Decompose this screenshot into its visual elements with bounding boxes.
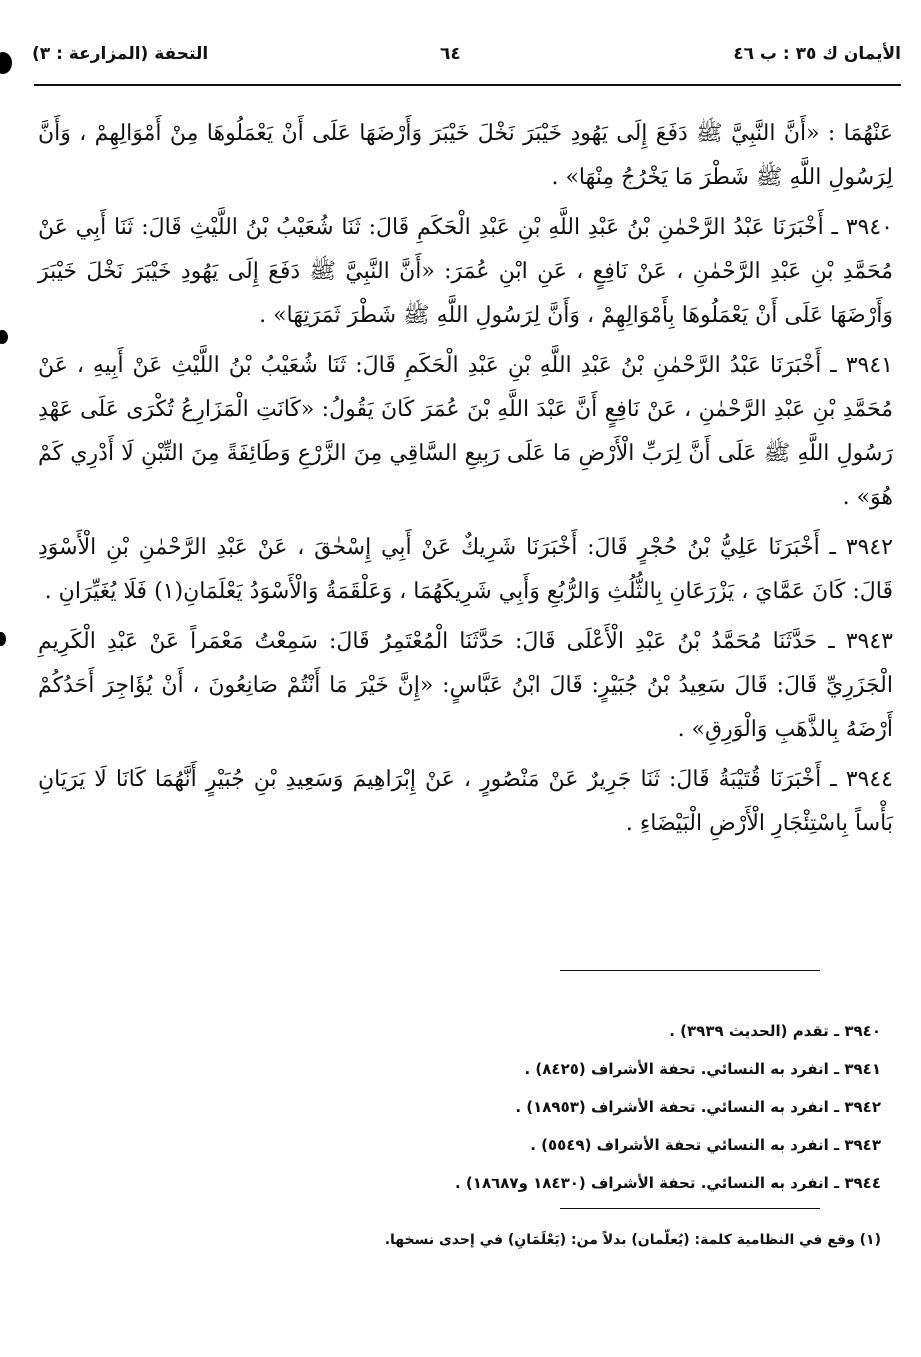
paragraph-continuation: عَنْهُمَا : «أَنَّ النَّبِيَّ ﷺ دَفَعَ إِلَى يَهُودِ خَيْبَرَ نَخْلَ خَيْبَرَ وَأَرْضَهَا عَلَى أَنْ يَعْمَلُوهَا مِنْ أَمْوَالِهِمْ ، وَأَنَّ لِرَسُولِ اللَّهِ ﷺ شَطْرَ مَا يَخْرُجُ مِنْهَا» . — [38, 121, 893, 190]
scan-mark — [0, 632, 6, 646]
running-header-right: الأيمان ك ٣٥ : ب ٤٦ — [733, 44, 901, 64]
references-list — [40, 1012, 881, 1202]
hadith-3942: ٣٩٤٢ ـ أَخْبَرَنَا عَلِيُّ بْنُ حُجْرٍ قَالَ: أَخْبَرَنَا شَرِيكٌ عَنْ أَبِي إِسْحٰقَ ، عَنْ عَبْدِ الرَّحْمٰنِ بْنِ الْأَسْوَدِ قَالَ: كَانَ عَمَّايَ ، يَزْرَعَانِ بِالثُّلُثِ وَالرُّبُعِ وَأَبِي شَرِيكَهُمَا ، وَعَلْقَمَةُ وَالْأَسْوَدُ يَعْلَمَانِ(١) فَلَا يُغَيِّرَانِ . — [38, 535, 893, 604]
page-number: ٦٤ — [440, 44, 461, 64]
reference-3942: ٣٩٤٢ ـ انفرد به النسائي. تحفة الأشراف (١٨٩٥٣) . — [515, 1098, 881, 1116]
main-text — [38, 112, 893, 852]
hadith-3940: ٣٩٤٠ ـ أَخْبَرَنَا عَبْدُ الرَّحْمٰنِ بْنُ عَبْدِ اللَّهِ بْنِ عَبْدِ الْحَكَمِ قَالَ: ثَنَا شُعَيْبُ بْنُ اللَّيْثِ قَالَ: ثَنَا أَبِي عَنْ مُحَمَّدِ بْنِ عَبْدِ الرَّحْمٰنِ ، عَنْ نَافِعٍ ، عَنِ ابْنِ عُمَرَ: «أَنَّ النَّبِيَّ ﷺ دَفَعَ إِلَى يَهُودِ خَيْبَرَ نَخْلَ خَيْبَرَ وَأَرْضَهَا عَلَى أَنْ يَعْمَلُوهَا بِأَمْوَالِهِمْ ، وَأَنَّ لِرَسُولِ اللَّهِ ﷺ شَطْرَ ثَمَرَتِهَا» . — [38, 215, 893, 328]
reference-3943: ٣٩٤٣ ـ انفرد به النسائي تحفة الأشراف (٥٥٤٩) . — [530, 1136, 881, 1154]
running-header-left: التحفة (المزارعة : ٣) — [32, 44, 209, 64]
scan-mark — [0, 330, 8, 344]
references-separator — [560, 970, 820, 971]
footnote-separator — [560, 1208, 820, 1209]
reference-3941: ٣٩٤١ ـ انفرد به النسائي. تحفة الأشراف (٨٤٢٥) . — [524, 1060, 881, 1078]
header-rule — [34, 84, 901, 86]
scan-mark — [0, 52, 12, 74]
footnote: (١) وقع في النظامية كلمة: (يُعلّمان) بدلاً من: (يَعْلَمَانِ) في إحدى نسخها. — [384, 1232, 881, 1248]
reference-3940: ٣٩٤٠ ـ تقدم (الحديث ٣٩٣٩) . — [669, 1022, 881, 1040]
hadith-3941: ٣٩٤١ ـ أَخْبَرَنَا عَبْدُ الرَّحْمٰنِ بْنُ عَبْدِ اللَّهِ بْنِ عَبْدِ الْحَكَمِ قَالَ: ثَنَا شُعَيْبُ بْنُ اللَّيْثِ عَنْ أَبِيهِ ، عَنْ مُحَمَّدِ بْنِ عَبْدِ الرَّحْمٰنِ ، عَنْ نَافِعٍ أَنَّ عَبْدَ اللَّهِ بْنَ عُمَرَ كَانَ يَقُولُ: «كَانَتِ الْمَزَارِعُ تُكْرَى عَلَى عَهْدِ رَسُولِ اللَّهِ ﷺ عَلَى أَنَّ لِرَبِّ الْأَرْضِ مَا عَلَى رَبِيعِ السَّاقِي مِنَ الزَّرْعِ وَطَائِفَةً مِنَ التِّبْنِ لَا أَدْرِي كَمْ هُوَ» . — [38, 353, 893, 510]
reference-3944: ٣٩٤٤ ـ انفرد به النسائي. تحفة الأشراف (١٨٤٣٠ و١٨٦٨٧) . — [455, 1174, 881, 1192]
hadith-3944: ٣٩٤٤ ـ أَخْبَرَنَا قُتَيْبَةُ قَالَ: ثَنَا جَرِيرٌ عَنْ مَنْصُورٍ ، عَنْ إِبْرَاهِيمَ وَسَعِيدِ بْنِ جُبَيْرٍ أَنَّهُمَا كَانَا لَا يَرَيَانِ بَأْساً بِاسْتِئْجَارِ الْأَرْضِ الْبَيْضَاءِ . — [38, 767, 893, 836]
hadith-3943: ٣٩٤٣ ـ حَدَّثَنَا مُحَمَّدُ بْنُ عَبْدِ الْأَعْلَى قَالَ: حَدَّثَنَا الْمُعْتَمِرُ قَالَ: سَمِعْتُ مَعْمَراً عَنْ عَبْدِ الْكَرِيمِ الْجَزَرِيِّ قَالَ: قَالَ سَعِيدُ بْنُ جُبَيْرٍ: قَالَ ابْنُ عَبَّاسٍ: «إِنَّ خَيْرَ مَا أَنْتُمْ صَانِعُونَ ، أَنْ يُؤَاجِرَ أَحَدُكُمْ أَرْضَهُ بِالذَّهَبِ وَالْوَرِقِ» . — [38, 629, 893, 742]
